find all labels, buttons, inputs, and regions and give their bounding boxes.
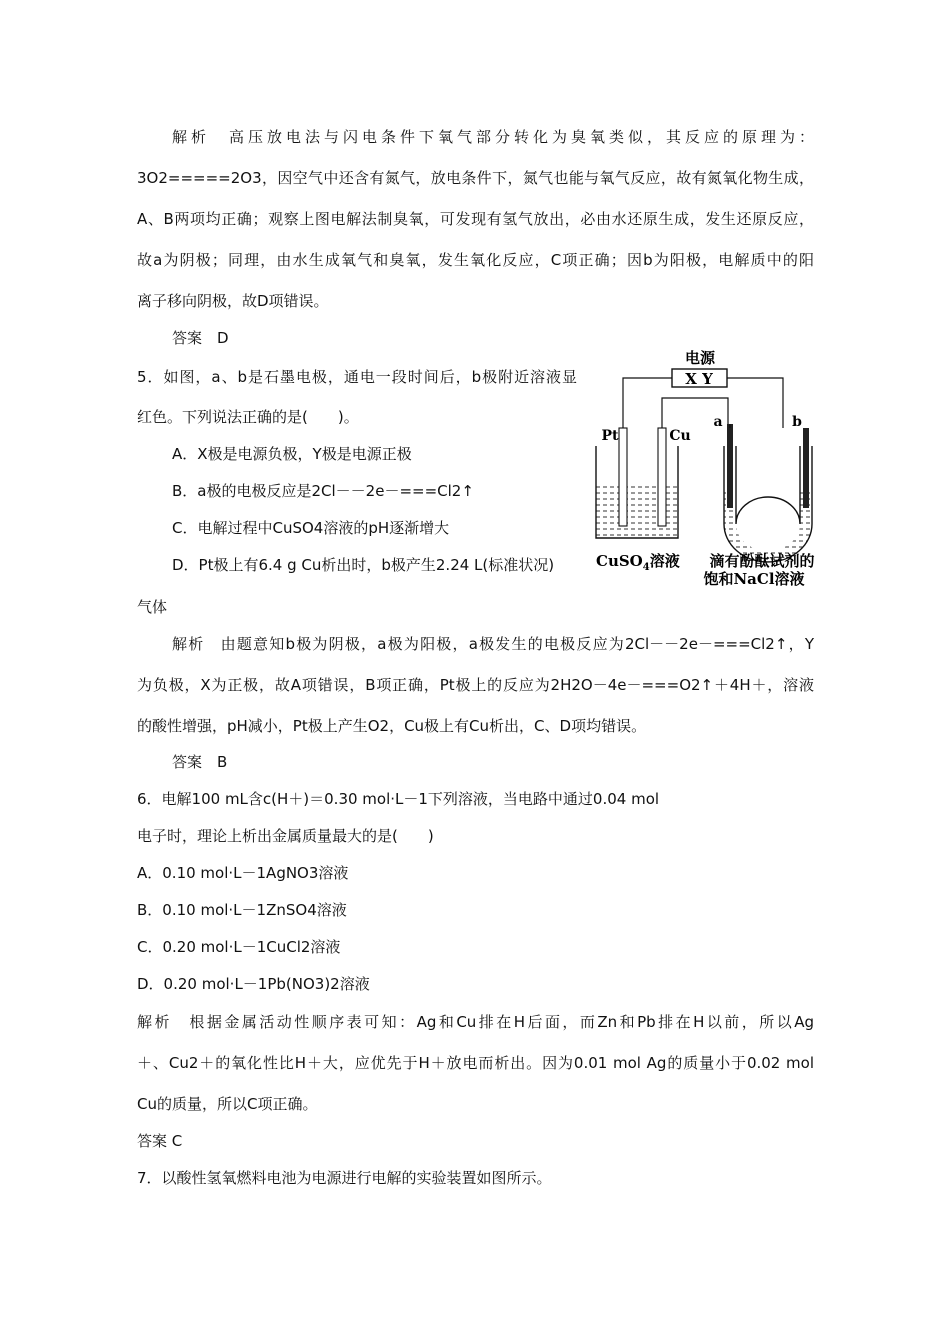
electrolysis-apparatus-diagram [588, 346, 828, 591]
q6-analysis-line2: ＋、Cu2＋的氧化性比H＋大，应优先于H＋放电而析出。因为0.01 mol Ag的质量小于0.02 mol [137, 1054, 814, 1072]
q6-stem-line2: 电子时，理论上析出金属质量最大的是( ) [137, 827, 434, 845]
analysis4-line1: 解析 高压放电法与闪电条件下氧气部分转化为臭氧类似，其反应的原理为： [172, 128, 814, 146]
a-label: a [713, 414, 723, 430]
b-label: b [792, 414, 802, 430]
analysis4-line2: 3O2=====2O3，因空气中还含有氮气，放电条件下，氮气也能与氧气反应，故有氮氧化物生成， [137, 169, 814, 187]
power-source-label: 电源 [684, 349, 716, 367]
q6-option-a: A．0.10 mol·L－1AgNO3溶液 [137, 864, 349, 882]
answer5: 答案 B [172, 753, 228, 771]
a-electrode [727, 424, 733, 508]
q6-stem-line1: 6．电解100 mL含c(H＋)＝0.30 mol·L－1下列溶液，当电路中通过0.04 mol [137, 790, 660, 808]
q6-analysis-line1: 解析 根据金属活动性顺序表可知：Ag和Cu排在H后面，而Zn和Pb排在H以前，所以Ag [137, 1013, 814, 1031]
q6-option-b: B．0.10 mol·L－1ZnSO4溶液 [137, 901, 347, 919]
pt-electrode [619, 428, 627, 526]
q5-option-d-continued: 气体 [137, 598, 168, 616]
cu-label: Cu [669, 428, 691, 444]
q5-option-a: A．X极是电源负极，Y极是电源正极 [172, 445, 412, 463]
power-terminals-label: X Y [685, 370, 713, 388]
left-caption: CuSO$_4$溶液 [596, 552, 680, 573]
right-caption-line1: 滴有酚酞试剂的 [709, 552, 815, 570]
q5-analysis-line1: 解析 由题意知b极为阴极，a极为阳极，a极发生的电极反应为2Cl－－2e－===Cl2↑，Y [172, 635, 814, 653]
pt-label: Pt [601, 428, 619, 444]
q5-analysis-line3: 的酸性增强，pH减小，Pt极上产生O2，Cu极上有Cu析出，C、D项均错误。 [137, 717, 647, 735]
analysis4-line4: 故a为阴极；同理，由水生成氧气和臭氧，发生氧化反应，C项正确；因b为阳极，电解质中的阳 [137, 251, 814, 269]
answer6: 答案 C [137, 1132, 183, 1150]
q5-option-c: C．电解过程中CuSO4溶液的pH逐渐增大 [172, 519, 450, 537]
right-caption-line2: 饱和NaCl溶液 [703, 570, 805, 588]
analysis4-line3: A、B两项均正确；观察上图电解法制臭氧，可发现有氢气放出，必由水还原生成，发生还原反应， [137, 210, 814, 228]
q5-option-b: B．a极的电极反应是2Cl－－2e－===Cl2↑ [172, 482, 474, 500]
q5-stem-line1: 5．如图，a、b是石墨电极，通电一段时间后，b极附近溶液显 [137, 368, 577, 386]
q6-option-d: D．0.20 mol·L－1Pb(NO3)2溶液 [137, 975, 370, 993]
answer4: 答案 D [172, 329, 229, 347]
q5-analysis-line2: 为负极，X为正极，故A项错误，B项正确，Pt极上的反应为2H2O－4e－===O2↑＋4H＋，溶液 [137, 676, 814, 694]
cu-electrode [658, 428, 666, 526]
q5-option-d: D．Pt极上有6.4 g Cu析出时，b极产生2.24 L(标准状况) [172, 556, 555, 574]
u-tube-inner [736, 446, 800, 524]
b-electrode [803, 428, 809, 508]
analysis4-line5: 离子移向阴极，故D项错误。 [137, 292, 329, 310]
q7-stem-line1: 7．以酸性氢氧燃料电池为电源进行电解的实验装置如图所示。 [137, 1169, 552, 1187]
q6-option-c: C．0.20 mol·L－1CuCl2溶液 [137, 938, 341, 956]
q6-analysis-line3: Cu的质量，所以C项正确。 [137, 1095, 318, 1113]
q5-stem-line2: 红色。下列说法正确的是( )。 [137, 408, 359, 426]
